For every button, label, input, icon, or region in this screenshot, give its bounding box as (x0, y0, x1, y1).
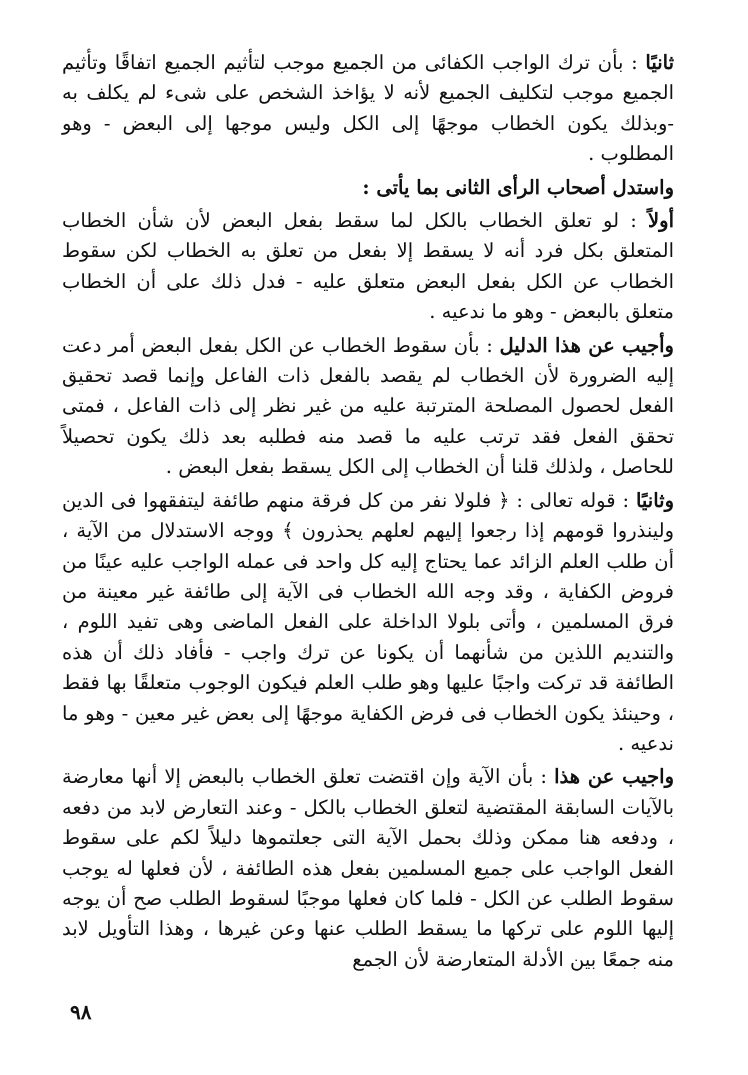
paragraph-6-lead: واجيب عن هذا (554, 765, 674, 789)
paragraph-4-lead: وأجيب عن هذا الدليل (499, 333, 674, 357)
paragraph-3-lead: أولاً (648, 209, 674, 233)
paragraph-5 (62, 486, 674, 760)
paragraph-2-lead: واستدل أصحاب الرأى الثانى بما يأتى : (362, 175, 674, 199)
page-number: ٩٨ (70, 1000, 92, 1024)
paragraph-1 (62, 48, 674, 170)
paragraph-5-text: : قوله تعالى : ﴿ فلولا نفر من كل فرقة منهم طائفة ليتفقهوا فى الدين ولينذروا قومهم إذا رجعوا إليهم لعلهم يحذرون ﴾ ووجه الاستدلال من الآية ، أن طلب العلم الزائد عما يحتاج إليه كل واحد فى عمله الواجب عليه عينًا من فروض الكفاية ، وقد وجه الله الخطاب فى الآية إلى طائفة غير معينة من فرق المسلمين ، وأتى بلولا الداخلة على الفعل الماضى وهى تفيد اللوم ، والتنديم اللذين من شأنهما أن يكونا عن ترك واجب - فأفاد ذلك أن هذه الطائفة قد تركت واجبًا عليها وهو طلب العلم فيكون الوجوب متعلقًا بها فقط ، وحينئذ يكون الخطاب فى فرض الكفاية موجهًا إلى بعض غير معين - وهو ما ندعيه . (62, 488, 674, 755)
paragraph-5-lead: وثانيًا (635, 488, 674, 512)
paragraph-3 (62, 206, 674, 328)
paragraph-1-text: : بأن ترك الواجب الكفائى من الجميع موجب لتأثيم الجميع اتفاقًا وتأثيم الجميع موجب لتكليف الجميع لأنه لا يؤاخذ الشخص على شىء لم يكلف به -وبذلك يكون الخطاب موجهًا إلى الكل وليس موجها إلى البعض - وهو المطلوب . (62, 51, 674, 166)
paragraph-4 (62, 331, 674, 483)
paragraph-6 (62, 762, 674, 975)
paragraph-6-text: : بأن الآية وإن اقتضت تعلق الخطاب بالبعض إلا أنها معارضة بالآيات السابقة المقتضية لتعلق الخطاب بالكل - وعند التعارض لابد من دفعه ، ودفعه هنا ممكن وذلك بحمل الآية التى جعلتموها دليلاً لكم على سقوط الفعل الواجب على جميع المسلمين بفعل هذه الطائفة ، لأن فعلها له يوجب سقوط الطلب عن الكل - فلما كان فعلها موجبًا لسقوط الطلب صح أن يوجه إليها اللوم على تركها ما يسقط الطلب عنها وعن غيرها ، وهذا التأويل لابد منه جمعًا بين الأدلة المتعارضة لأن الجمع (62, 765, 674, 971)
paragraph-1-lead: ثانيًا (645, 51, 674, 74)
paragraph-4-text: : بأن سقوط الخطاب عن الكل بفعل البعض أمر دعت إليه الضرورة لأن الخطاب لم يقصد بالفعل ذات الفاعل وإنما قصد تحقيق الفعل لحصول المصلحة المترتبة عليه من غير نظر إلى ذات الفاعل ، فمتى تحقق الفعل فقد ترتب عليه ما قصد منه فطلبه بعد ذلك يكون تحصيلاً للحاصل ، ولذلك قلنا أن الخطاب إلى الكل يسقط بفعل البعض . (62, 333, 674, 479)
paragraph-3-text: : لو تعلق الخطاب بالكل لما سقط بفعل البعض لأن شأن الخطاب المتعلق بكل فرد أنه لا يسقط إلا بفعل من تعلق به الخطاب لكن سقوط الخطاب عن الكل بفعل البعض متعلق عليه - فدل ذلك على أن الخطاب متعلق بالبعض - وهو ما ندعيه . (62, 209, 674, 324)
paragraph-2-heading (62, 173, 674, 203)
page-body (62, 48, 674, 1048)
